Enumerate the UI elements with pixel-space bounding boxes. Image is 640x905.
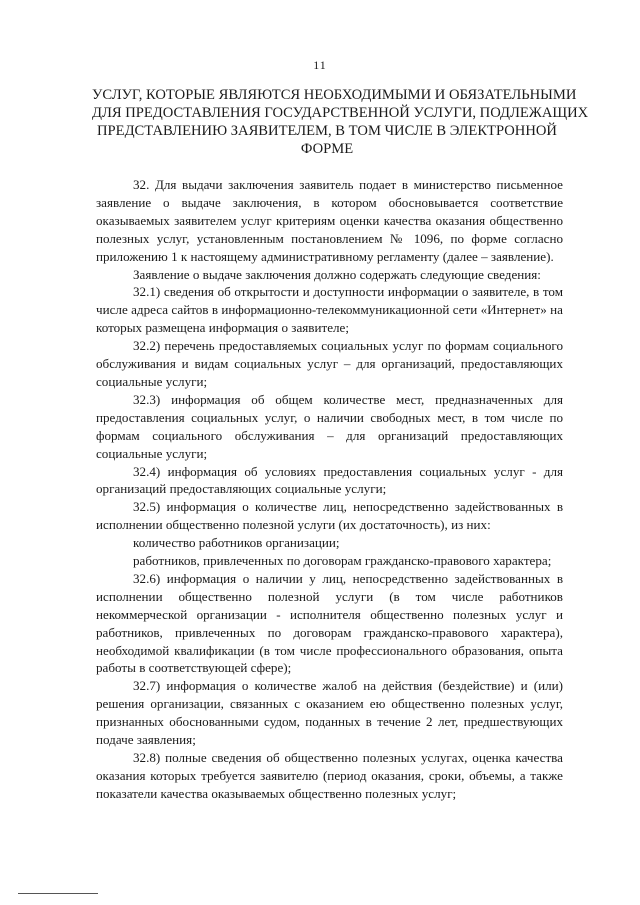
paragraph-32: 32. Для выдачи заключения заявитель подает в министерство письменное заявление о выдаче заключения, в котором обосновывается соответствие оказываемых заявителем услуг критериям оценки качества оказания общественно полезных услуг, установленным постановлением № 1096, по форме согласно приложению 1 к настоящему административному регламенту (далее – заявление). (96, 177, 563, 264)
paragraph-32-3: 32.3) информация об общем количестве мест, предназначенных для предоставления социальных услуг, о наличии свободных мест, в том числе по формам социального обслуживания – для организаций предоставляющих социальные услуги; (96, 391, 563, 461)
paragraph-application-contents: Заявление о выдаче заключения должно содержать следующие сведения: (133, 266, 541, 282)
footer-divider (18, 893, 98, 894)
paragraph-32-5: 32.5) информация о количестве лиц, непосредственно задействованных в исполнении общественно полезной услуги (их достаточность), из них: (96, 499, 563, 533)
section-heading (92, 86, 589, 158)
document-body (96, 176, 563, 803)
paragraph-32-1: 32.1) сведения об открытости и доступности информации о заявителе, в том числе адреса сайтов в информационно-телекоммуникационной сети «Интернет» на которых размещена информация о заявителе; (96, 284, 563, 336)
page-number: 11 (313, 58, 327, 72)
paragraph-32-8: 32.8) полные сведения об общественно полезных услугах, оценка качества оказания которых требуется заявителю (период оказания, сроки, объемы, а также показатели качества оказываемых общественно полезных услуг; (96, 750, 563, 801)
heading-line: ФОРМЕ (300, 141, 354, 157)
paragraph-32-7: 32.7) информация о количестве жалоб на действия (бездействие) и (или) решения организации, связанных с оказанием ею общественно полезных услуг, признанных обоснованными судом, поданных в течение 2 лет, предшествующих подаче заявления; (96, 678, 563, 748)
paragraph-32-5-contractors: работников, привлеченных по договорам гражданско-правового характера; (133, 553, 552, 569)
paragraph-32-6: 32.6) информация о наличии у лиц, непосредственно задействованных в исполнении общественно полезной услуги (в том числе работников некоммерческой организации - исполнителя общественно полезных услуг и работников, привлеченных по договорам гражданско-правового характера), необходимой квалификации (в том числе профессионального образования, опыта работы в соответствующей сфере); (96, 570, 563, 676)
paragraph-32-5-employees: количество работников организации; (133, 535, 340, 551)
paragraph-32-2: 32.2) перечень предоставляемых социальных услуг по формам социального обслуживания и видам социальных услуг – для организаций, предоставляющих социальные услуги; (96, 338, 563, 389)
paragraph-32-4: 32.4) информация об условиях предоставления социальных услуг - для организаций предоставляющих социальные услуги; (96, 463, 563, 497)
heading-line: УСЛУГ, КОТОРЫЕ ЯВЛЯЮТСЯ НЕОБХОДИМЫМИ И ОБЯЗАТЕЛЬНЫМИ (92, 87, 577, 103)
heading-line: ПРЕДСТАВЛЕНИЮ ЗАЯВИТЕЛЕМ, В ТОМ ЧИСЛЕ В ЭЛЕКТРОННОЙ (97, 123, 557, 139)
heading-line: ДЛЯ ПРЕДОСТАВЛЕНИЯ ГОСУДАРСТВЕННОЙ УСЛУГИ, ПОДЛЕЖАЩИХ (92, 105, 589, 121)
